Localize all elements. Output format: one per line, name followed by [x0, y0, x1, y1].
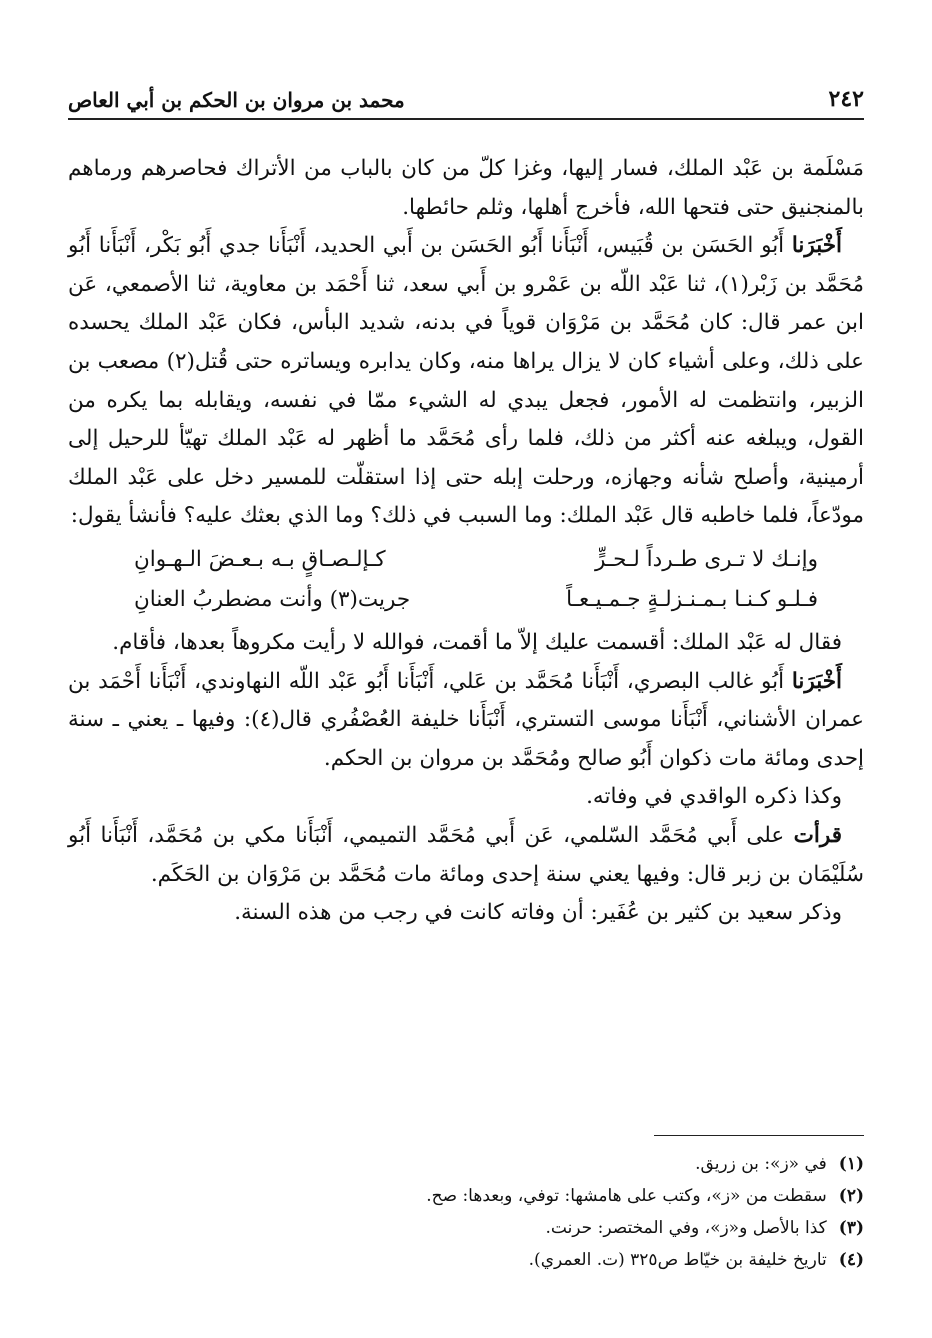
paragraph-text: أَبُو غالب البصري، أَنْبَأَنا مُحَمَّد بن عَلي، أَنْبَأَنا أَبُو عَبْد اللّه النهاوندي، أَنْبَأَنا أَحْمَد بن عمران الأشناني، أَنْبَأَنا موسى التستري، أَنْبَأَنا خليفة العُصْفُري قال(٤): وفيها ـ يعني ـ سنة إحدى ومائة مات ذكوان أَبُو صالح ومُحَمَّد بن مروان بن الحكم. [68, 668, 864, 771]
footnote-text: تاريخ خليفة بن خيّاط ص٣٢٥ (ت. العمري). [528, 1250, 827, 1270]
paragraph-lead-word: أَخْبَرَنا [791, 668, 842, 694]
page-number: ٢٤٢ [828, 86, 864, 112]
verse-hemistich: فـلـو كـنـا بـمـنـزلـةٍ جـمـيـعـاً [566, 586, 818, 612]
footnote-divider [654, 1135, 864, 1136]
poem [68, 540, 864, 620]
running-title: محمد بن مروان بن الحكم بن أبي العاص [68, 88, 405, 112]
verse-line [68, 540, 864, 580]
footnote [68, 1148, 864, 1180]
footnote-text: في «ز»: بن زريق. [695, 1154, 827, 1174]
footnotes [68, 1148, 864, 1276]
paragraph: وذكر سعيد بن كثير بن عُفَير: أن وفاته كانت في رجب من هذه السنة. [234, 900, 842, 926]
footnote [68, 1180, 864, 1212]
footnote-number: (٢) [838, 1186, 864, 1206]
footnote-number: (١) [838, 1154, 864, 1174]
paragraph-text: أَبُو الحَسَن بن قُبَيس، أَنْبَأَنا أَبُو الحَسَن بن أَبي الحديد، أَنْبَأَنا جدي أَبُو بَكْر، أَنْبَأَنا أَبُو مُحَمَّد بن زَبْر(١)، ثنا عَبْد اللّه بن عَمْرو بن أَبي سعد، ثنا أَحْمَد بن معاوية، ثنا الأصمعي، عَن ابن عمر قال: كان مُحَمَّد بن مَرْوَان قوياً في بدنه، شديد البأس، فكان عَبْد الملك يحسده على ذلك، وعلى أشياء كان لا يزال يراها منه، وكان يدابره ويساتره حتى قُتل(٢) مصعب بن الزبير، وانتظمت له الأمور، فجعل يبدي له الشيء ممّا في نفسه، ويقابله بما يكره من القول، ويبلغه عنه أكثر من ذلك، فلما رأى مُحَمَّد ما أظهر له عَبْد الملك تهيّأ للرحيل إلى أرمينية، وأصلح شأنه وجهازه، ورحلت إبله حتى إذا استقلّت للمسير دخل على عَبْد الملك مودّعاً، فلما خاطبه قال عَبْد الملك: وما السبب في ذلك؟ وما الذي بعثك عليه؟ فأنشأ يقول: [68, 233, 864, 529]
footnote [68, 1212, 864, 1244]
verse-hemistich: جريت(٣) وأنت مضطربُ العنانِ [134, 586, 411, 612]
verse-hemistich: وإنـك لا تـرى طـرداً لـحـرٍّ [594, 546, 818, 572]
paragraph: فقال له عَبْد الملك: أقسمت عليك إلاّ ما أقمت، فوالله لا رأيت مكروهاً بعدها، فأقام. [112, 629, 842, 655]
paragraph [68, 227, 864, 536]
paragraph [68, 663, 864, 779]
footnote-text: سقطت من «ز»، وكتب على هامشها: توفي، وبعدها: صح. [426, 1186, 827, 1206]
footnote-number: (٤) [838, 1250, 864, 1270]
verse-hemistich: كـإلـصـاقٍ بـه بـعـضَ الـهـوانِ [134, 546, 386, 572]
main-text [68, 150, 864, 933]
paragraph: وكذا ذكره الواقدي في وفاته. [586, 784, 842, 810]
footnote [68, 1244, 864, 1276]
paragraph-lead-word: قرأت [793, 822, 842, 848]
paragraph-text: على أَبي مُحَمَّد السّلمي، عَن أَبي مُحَمَّد التميمي، أَنْبَأَنا مكي بن مُحَمَّد، أَنْبَأَنا أَبُو سُلَيْمَان بن زبر قال: وفيها يعني سنة إحدى ومائة مات مُحَمَّد بن مَرْوَان بن الحَكَم. [68, 822, 864, 887]
page-header [68, 84, 864, 120]
footnote-text: كذا بالأصل و«ز»، وفي المختصر: حرنت. [545, 1218, 827, 1238]
paragraph [68, 817, 864, 894]
verse-line [68, 580, 864, 620]
paragraph: مَسْلَمة بن عَبْد الملك، فسار إليها، وغزا كلّ من كان بالباب من الأتراك فحاصرهم ورماهم بالمنجنيق حتى فتحها الله، فأخرج أهلها، وثلم حائطها. [68, 156, 864, 220]
paragraph-lead-word: أَخْبَرَنا [791, 233, 842, 259]
footnote-number: (٣) [838, 1218, 864, 1238]
